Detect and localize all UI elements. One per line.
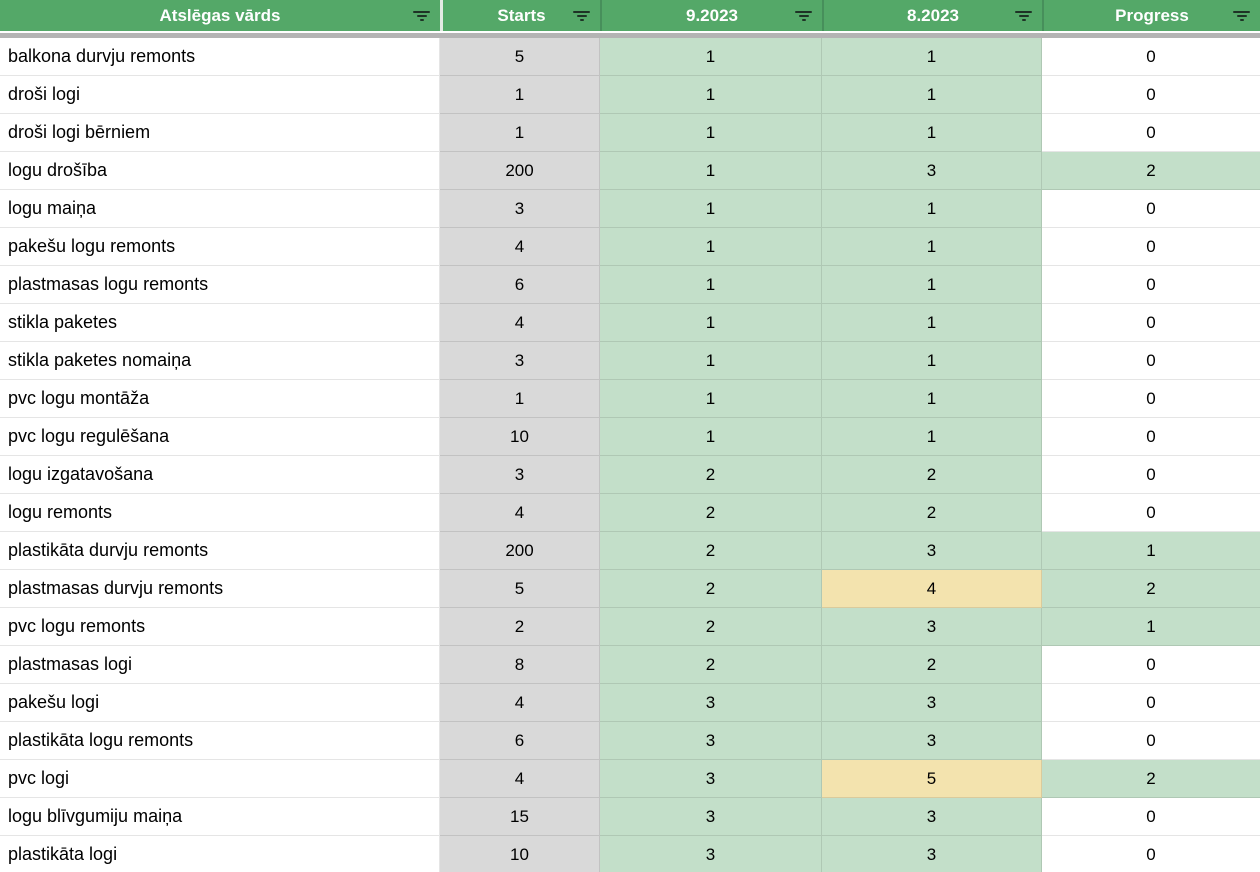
table-row [0,380,1260,418]
month-9-cell[interactable]: 1 [600,418,822,456]
month-8-cell[interactable]: 5 [822,760,1042,798]
table-header-row [0,0,1260,31]
progress-cell[interactable]: 0 [1042,114,1260,152]
progress-cell[interactable]: 2 [1042,152,1260,190]
keyword-cell[interactable]: plastikāta durvju remonts [0,532,440,570]
table-row [0,266,1260,304]
month-8-cell[interactable]: 1 [822,266,1042,304]
keyword-cell[interactable]: droši logi [0,76,440,114]
keyword-cell[interactable]: stikla paketes [0,304,440,342]
starts-cell[interactable]: 1 [440,380,600,418]
starts-cell[interactable]: 3 [440,190,600,228]
table-row [0,684,1260,722]
keyword-cell[interactable]: balkona durvju remonts [0,38,440,76]
table-row [0,532,1260,570]
table-row [0,418,1260,456]
keyword-cell[interactable]: logu maiņa [0,190,440,228]
keyword-cell[interactable]: pakešu logi [0,684,440,722]
keyword-cell[interactable]: logu blīvgumiju maiņa [0,798,440,836]
month-8-cell[interactable]: 1 [822,76,1042,114]
starts-cell[interactable]: 4 [440,684,600,722]
header-cell-month-8[interactable] [822,0,1042,31]
progress-cell[interactable]: 0 [1042,836,1260,872]
starts-cell[interactable]: 3 [440,342,600,380]
month-8-cell[interactable]: 1 [822,38,1042,76]
progress-cell[interactable]: 2 [1042,760,1260,798]
keyword-cell[interactable]: plastikāta logu remonts [0,722,440,760]
month-8-cell[interactable]: 3 [822,152,1042,190]
table-body [0,38,1260,872]
table-row [0,456,1260,494]
keyword-cell[interactable]: pvc logu regulēšana [0,418,440,456]
progress-cell[interactable]: 0 [1042,342,1260,380]
table-row [0,190,1260,228]
month-8-cell[interactable]: 1 [822,114,1042,152]
progress-cell[interactable]: 1 [1042,608,1260,646]
month-9-cell[interactable]: 3 [600,722,822,760]
keyword-cell[interactable]: droši logi bērniem [0,114,440,152]
keyword-cell[interactable]: plastmasas durvju remonts [0,570,440,608]
month-8-cell[interactable]: 1 [822,190,1042,228]
progress-cell[interactable]: 1 [1042,532,1260,570]
month-9-cell[interactable]: 1 [600,76,822,114]
starts-cell[interactable]: 5 [440,570,600,608]
month-9-cell[interactable]: 3 [600,684,822,722]
table-row [0,646,1260,684]
header-label-starts: Starts [497,5,546,25]
table-row [0,38,1260,76]
table-row [0,760,1260,798]
filter-icon[interactable] [573,10,590,22]
keyword-cell[interactable]: plastmasas logi [0,646,440,684]
month-9-cell[interactable]: 1 [600,380,822,418]
keyword-cell[interactable]: logu izgatavošana [0,456,440,494]
month-9-cell[interactable]: 2 [600,570,822,608]
table-row [0,608,1260,646]
starts-cell[interactable]: 2 [440,608,600,646]
progress-cell[interactable]: 0 [1042,190,1260,228]
header-label-month-9: 9.2023 [686,5,738,25]
progress-cell[interactable]: 0 [1042,38,1260,76]
progress-cell[interactable]: 0 [1042,228,1260,266]
filter-icon[interactable] [413,10,430,22]
header-label-keyword: Atslēgas vārds [159,5,281,25]
keyword-cell[interactable]: pakešu logu remonts [0,228,440,266]
starts-cell[interactable]: 15 [440,798,600,836]
month-9-cell[interactable]: 1 [600,190,822,228]
table-row [0,114,1260,152]
table-row [0,798,1260,836]
keyword-cell[interactable]: stikla paketes nomaiņa [0,342,440,380]
starts-cell[interactable]: 5 [440,38,600,76]
table-row [0,152,1260,190]
starts-cell[interactable]: 200 [440,152,600,190]
progress-cell[interactable]: 0 [1042,76,1260,114]
starts-cell[interactable]: 1 [440,76,600,114]
progress-cell[interactable]: 2 [1042,570,1260,608]
month-9-cell[interactable]: 2 [600,456,822,494]
month-8-cell[interactable]: 4 [822,570,1042,608]
keyword-cell[interactable]: logu drošība [0,152,440,190]
starts-cell[interactable]: 200 [440,532,600,570]
month-8-cell[interactable]: 3 [822,836,1042,872]
month-9-cell[interactable]: 1 [600,304,822,342]
progress-cell[interactable]: 0 [1042,494,1260,532]
header-cell-month-9[interactable] [600,0,822,31]
progress-cell[interactable]: 0 [1042,418,1260,456]
table-row [0,494,1260,532]
starts-cell[interactable]: 3 [440,456,600,494]
month-9-cell[interactable]: 2 [600,608,822,646]
header-cell-starts[interactable] [440,0,600,31]
month-9-cell[interactable]: 2 [600,646,822,684]
month-9-cell[interactable]: 1 [600,228,822,266]
progress-cell[interactable]: 0 [1042,266,1260,304]
progress-cell[interactable]: 0 [1042,380,1260,418]
month-8-cell[interactable]: 3 [822,532,1042,570]
keyword-cell[interactable]: plastmasas logu remonts [0,266,440,304]
keyword-cell[interactable]: plastikāta logi [0,836,440,872]
filter-icon[interactable] [1015,10,1032,22]
month-9-cell[interactable]: 2 [600,532,822,570]
progress-cell[interactable]: 0 [1042,722,1260,760]
starts-cell[interactable]: 1 [440,114,600,152]
month-8-cell[interactable]: 3 [822,798,1042,836]
month-8-cell[interactable]: 3 [822,722,1042,760]
month-9-cell[interactable]: 1 [600,266,822,304]
starts-cell[interactable]: 10 [440,836,600,872]
table-row [0,342,1260,380]
starts-cell[interactable]: 6 [440,266,600,304]
month-8-cell[interactable]: 1 [822,304,1042,342]
keyword-cell[interactable]: logu remonts [0,494,440,532]
filter-icon[interactable] [795,10,812,22]
header-label-month-8: 8.2023 [907,5,959,25]
month-9-cell[interactable]: 1 [600,114,822,152]
keyword-cell[interactable]: pvc logu montāža [0,380,440,418]
table-row [0,304,1260,342]
month-8-cell[interactable]: 1 [822,342,1042,380]
header-cell-progress[interactable] [1042,0,1260,31]
table-row [0,76,1260,114]
month-9-cell[interactable]: 3 [600,760,822,798]
month-9-cell[interactable]: 3 [600,836,822,872]
progress-cell[interactable]: 0 [1042,798,1260,836]
month-8-cell[interactable]: 1 [822,380,1042,418]
month-9-cell[interactable]: 1 [600,38,822,76]
progress-cell[interactable]: 0 [1042,684,1260,722]
starts-cell[interactable]: 4 [440,494,600,532]
table-row [0,570,1260,608]
progress-cell[interactable]: 0 [1042,456,1260,494]
table-row [0,722,1260,760]
starts-cell[interactable]: 4 [440,304,600,342]
month-9-cell[interactable]: 1 [600,152,822,190]
keyword-cell[interactable]: pvc logi [0,760,440,798]
month-8-cell[interactable]: 2 [822,494,1042,532]
month-9-cell[interactable]: 3 [600,798,822,836]
month-8-cell[interactable]: 1 [822,228,1042,266]
table-row [0,836,1260,872]
month-8-cell[interactable]: 3 [822,684,1042,722]
month-8-cell[interactable]: 2 [822,646,1042,684]
progress-cell[interactable]: 0 [1042,646,1260,684]
month-8-cell[interactable]: 3 [822,608,1042,646]
starts-cell[interactable]: 4 [440,228,600,266]
header-label-progress: Progress [1115,5,1189,25]
keyword-cell[interactable]: pvc logu remonts [0,608,440,646]
month-8-cell[interactable]: 1 [822,418,1042,456]
progress-cell[interactable]: 0 [1042,304,1260,342]
table-row [0,228,1260,266]
starts-cell[interactable]: 4 [440,760,600,798]
frozen-row-shadow [0,31,1260,38]
month-8-cell[interactable]: 2 [822,456,1042,494]
header-cell-keyword[interactable] [0,0,440,31]
month-9-cell[interactable]: 2 [600,494,822,532]
starts-cell[interactable]: 10 [440,418,600,456]
starts-cell[interactable]: 6 [440,722,600,760]
filter-icon[interactable] [1233,10,1250,22]
starts-cell[interactable]: 8 [440,646,600,684]
month-9-cell[interactable]: 1 [600,342,822,380]
